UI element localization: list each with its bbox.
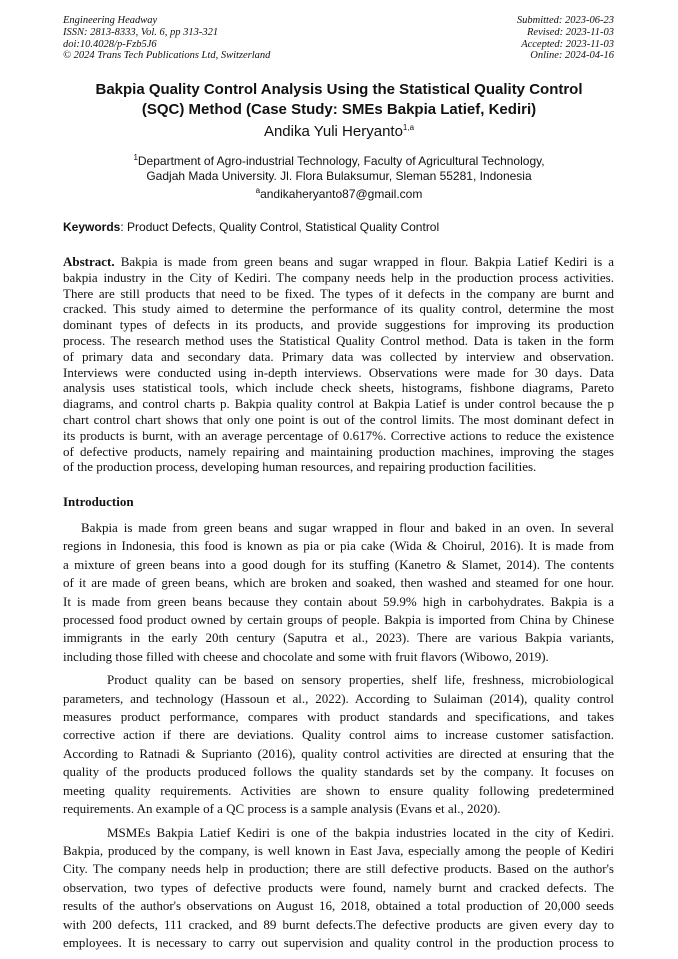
paragraph-line: with 200 defects, 111 cracked, and 89 burnt defects.The defective products are given every day to — [63, 916, 614, 932]
paragraph-line: processed food product owned by certain groups of people. Bakpia is imported from China by Chinese — [63, 612, 614, 628]
email-sup: a — [255, 186, 261, 195]
author-sup: 1,a — [402, 123, 415, 132]
abstract-line: of the production process, developing human resources, and repairing production facilities. — [63, 459, 537, 475]
abstract-line: dominant types of defects in its products, and provide suggestions for improving its production — [63, 317, 614, 333]
paragraph-line: requirements. An example of a QC process is a sample analysis (Evans et al., 2020). — [63, 801, 501, 817]
abstract-line: Interviews were conducted using in-depth interviews. Observations were made for 30 days. Data — [63, 364, 614, 380]
paragraph-line: Product quality can be based on sensory properties, shelf life, freshness, microbiological — [107, 672, 614, 688]
abstract-line — [63, 254, 614, 270]
paragraph-line: City. The company needs help in production; there are still defective products. Based on the author's — [63, 861, 614, 877]
abstract-line: its products is burnt, with an average percentage of 0.617%. Corrective actions to reduce the existence — [63, 427, 614, 443]
email — [0, 186, 678, 201]
paragraph-line: including those filled with cheese and chocolate and some with fruit flavors (Wibowo, 2019). — [63, 648, 549, 664]
paragraph-line: Bakpia, produced by the company, is well known in East Java, especially among the people of Kediri — [63, 842, 614, 858]
abstract — [63, 254, 614, 475]
abstract-line: of primary data and secondary data. Primary data was collected by interview and observation. — [63, 348, 614, 364]
section-heading-introduction: Introduction — [63, 494, 134, 509]
paragraph-line: results of the author's observations on August 16, 2018, obtained a total production of 20,000 seeds — [63, 898, 614, 914]
paragraph-line: quality of the products produced follows the quality standards set by the company. It focuses on — [63, 764, 614, 780]
affiliation — [0, 150, 678, 184]
paragraph-line: regions in Indonesia, this food is known as pia or pia cake (Wida & Choirul, 2016). It is made from — [63, 538, 614, 554]
paragraph-line: Bakpia is made from green beans and sugar wrapped in flour and baked in an oven. In several — [81, 520, 614, 535]
submitted-date: Submitted: 2023-06-23 — [516, 15, 614, 26]
keywords-text: : Product Defects, Quality Control, Statistical Quality Control — [120, 220, 440, 234]
abstract-line: of defective products, namely repairing and maintaining production machines, improving the stages — [63, 443, 614, 459]
paragraph-line: observation, two types of defective products were found, namely burnt and cracked defects. The — [63, 879, 614, 895]
paragraph-line: employees. It is necessary to carry out supervision and quality control in the production process to — [63, 934, 614, 950]
abstract-line: chart control chart shows that only one point is out of the control limits. The most dominant defect in — [63, 411, 614, 427]
abstract-line: bakpia industry in the City of Kediri. The company needs help in the production process activities. — [63, 269, 614, 285]
revised-date: Revised: 2023-11-03 — [527, 26, 614, 38]
abstract-text: Bakpia is made from green beans and sugar wrapped in flour. Bakpia Latief Kediri is a — [114, 254, 614, 269]
email-address[interactable]: andikaheryanto87@gmail.com — [260, 187, 423, 201]
paragraph-line: MSMEs Bakpia Latief Kediri is one of the bakpia industries located in the city of Kediri. — [107, 824, 614, 840]
affiliation-line: Department of Agro-industrial Technology, Faculty of Agricultural Technology, — [137, 154, 545, 168]
paragraph-line: of it are made of green beans, which are broken and soaked, then washed and steamed for one hour. — [63, 575, 614, 591]
paragraph-line: a mixture of green beans into a good dough for its stuffing (Kanetro & Slamet, 2014). The contents — [63, 556, 614, 572]
online-date: Online: 2024-04-16 — [530, 50, 614, 62]
keywords-label: Keywords — [63, 220, 121, 234]
affiliation-sup: 1 — [133, 153, 138, 162]
abstract-line: analysis uses statistical tools, which include check sheets, histograms, fishbone diagrams, Pareto — [63, 380, 614, 396]
abstract-line: process. The research method uses the Statistical Quality Control method. Data is taken in the form — [63, 332, 614, 348]
paragraph-line: parameters, and technology (Hassoun et al., 2022). According to Sulaiman (2014), quality control — [63, 690, 614, 706]
paragraph-line: immigrants in the early 20th century (Saputra et al., 2023). There are various Bakpia variants, — [63, 630, 614, 646]
affiliation-line: Gadjah Mada University. Jl. Flora Bulaksumur, Sleman 55281, Indonesia — [146, 169, 532, 183]
title-line: (SQC) Method (Case Study: SMEs Bakpia Latief, Kediri) — [141, 101, 537, 118]
doi: doi:10.4028/p-Fzb5J6 — [63, 38, 157, 50]
journal-name: Engineering Headway — [63, 15, 158, 26]
paragraph-line: measures product performance, compares with product standards and specifications, and takes — [63, 709, 614, 725]
author — [0, 123, 678, 140]
journal-info — [63, 15, 270, 62]
paper-title — [40, 80, 638, 120]
paragraph-line: corrective action if there are deviations. Quality control aims to increase customer satisfaction. — [63, 727, 614, 743]
author-name: Andika Yuli Heryanto — [263, 123, 403, 140]
abstract-label: Abstract. — [63, 254, 115, 269]
copyright: © 2024 Trans Tech Publications Ltd, Switzerland — [63, 50, 271, 62]
paragraph-line: meeting quality requirements. Activities are shown to ensure quality following predetermined — [63, 782, 614, 798]
introduction-body — [63, 519, 614, 952]
keywords — [63, 220, 439, 234]
paragraph-line: According to Ratnadi & Suprianto (2016), quality control activities are directed at ensuring that the — [63, 745, 614, 761]
abstract-line: There are still products that need to be fixed. The types of it defects in the company are burnt and — [63, 285, 614, 301]
paragraph-line: It is made from green beans because they contain about 59.9% high in carbohydrates. Bakpia is a — [63, 593, 614, 609]
accepted-date: Accepted: 2023-11-03 — [521, 38, 614, 50]
abstract-line: cracked. This study aimed to determine the performance of its quality control, determine the most — [63, 301, 614, 317]
issn: ISSN: 2813-8333, Vol. 6, pp 313-321 — [63, 26, 219, 38]
title-line: Bakpia Quality Control Analysis Using the Statistical Quality Control — [95, 81, 583, 98]
abstract-line: diagrams, and control charts p. Bakpia quality control at Bakpia Latief is under control because the p — [63, 396, 614, 412]
dates-info — [517, 15, 614, 62]
